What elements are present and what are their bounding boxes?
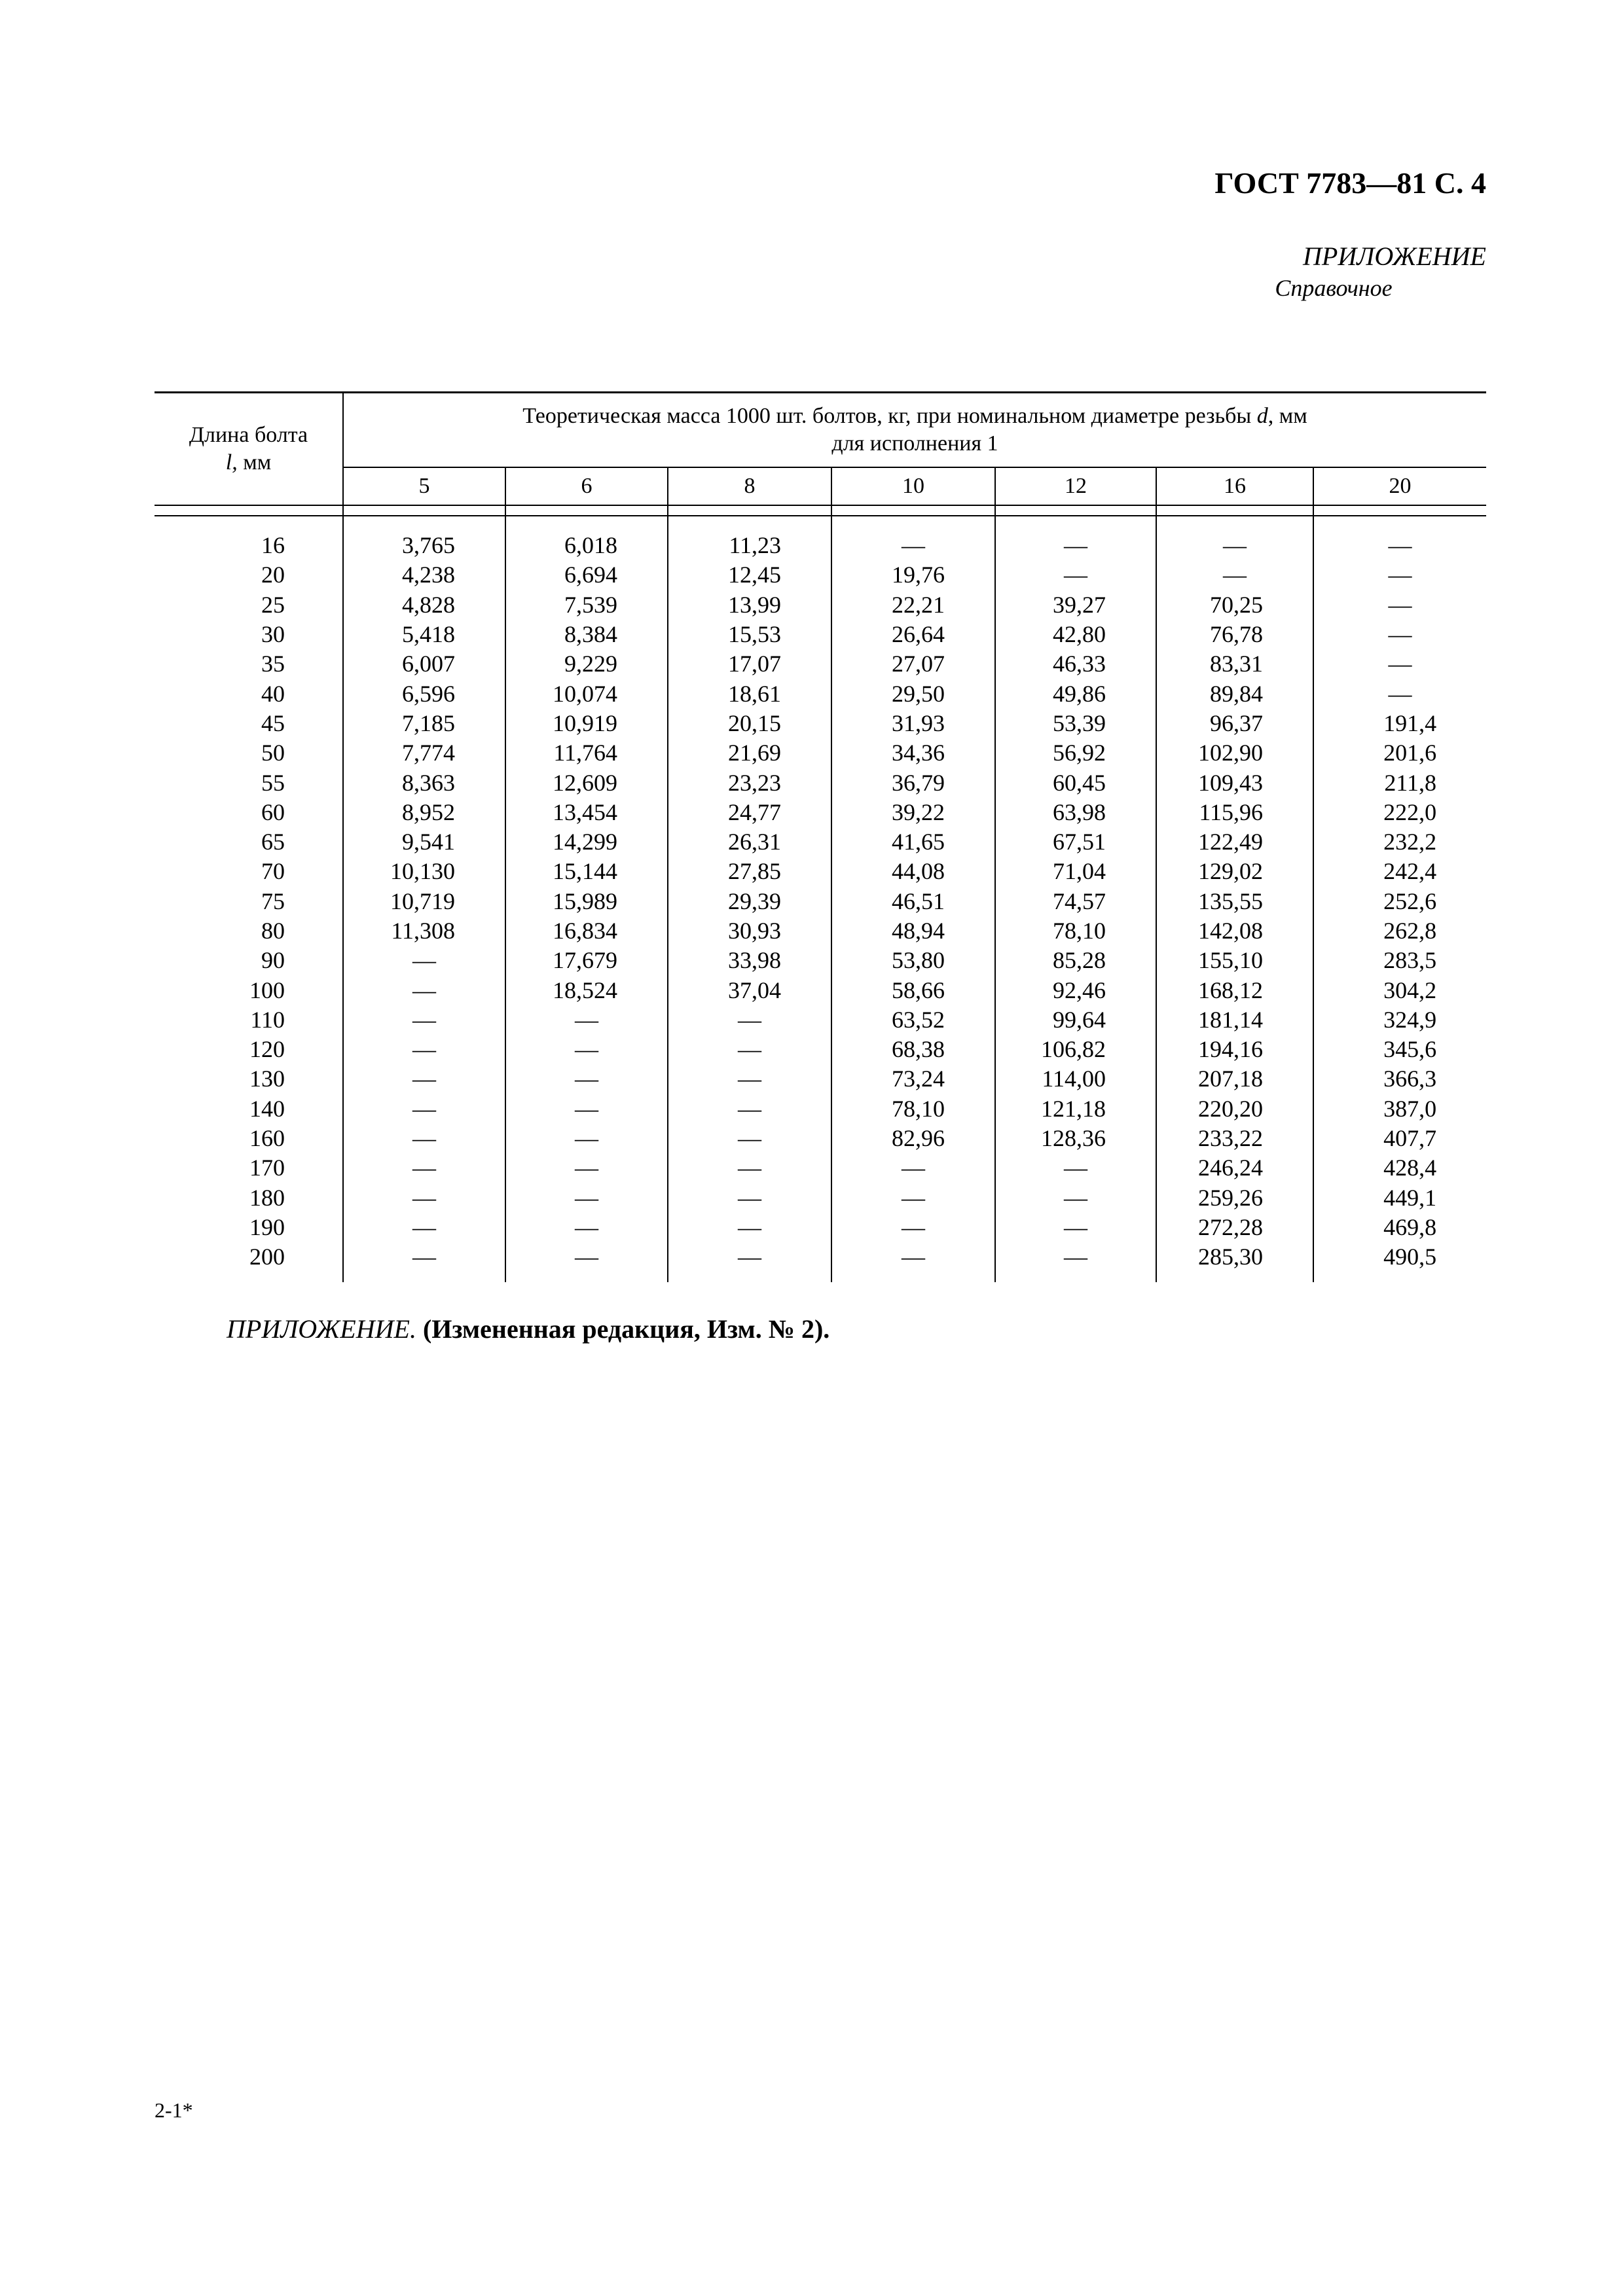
mass-value-cell: 5,418 <box>343 620 505 649</box>
mass-value-cell: 27,85 <box>668 857 831 886</box>
mass-group-header <box>343 393 1486 468</box>
mass-value-cell: — <box>831 531 995 560</box>
mass-value-cell: 74,57 <box>995 887 1156 916</box>
mass-value-cell: 17,07 <box>668 649 831 679</box>
mass-value-cell: 6,694 <box>505 560 668 590</box>
mass-value-cell: 27,07 <box>831 649 995 679</box>
mass-header-text: Теоретическая масса 1000 шт. болтов, кг, при номинальном диаметре резьбы <box>522 404 1257 428</box>
mass-value-cell: 191,4 <box>1383 709 1437 736</box>
mass-value-cell: 181,14 <box>1156 1005 1313 1035</box>
mass-value-cell: — <box>1388 532 1412 559</box>
mass-value-cell: — <box>995 1153 1156 1183</box>
mass-value-cell: 37,04 <box>668 975 831 1005</box>
appendix-subtitle: Справочное <box>1275 275 1393 301</box>
mass-value-cell: 15,989 <box>505 887 668 916</box>
mass-value-cell: 26,64 <box>831 620 995 649</box>
mass-value-cell: 70,25 <box>1156 590 1313 620</box>
page-number: 2-1* <box>155 2098 193 2122</box>
mass-value-cell: — <box>1388 651 1412 677</box>
mass-value-cell: 92,46 <box>995 975 1156 1005</box>
bolt-length-cell: 60 <box>155 798 343 827</box>
mass-value-cell: 18,524 <box>505 975 668 1005</box>
mass-value-cell: 366,3 <box>1383 1066 1437 1092</box>
mass-value-cell: 4,238 <box>343 560 505 590</box>
diameter-header: 6 <box>505 467 668 505</box>
mass-value-cell: 387,0 <box>1383 1095 1437 1122</box>
mass-value-cell: — <box>505 1183 668 1213</box>
mass-value-cell: 114,00 <box>995 1064 1156 1094</box>
length-label: Длина болта <box>189 423 308 447</box>
mass-value-cell: 262,8 <box>1383 918 1437 944</box>
mass-value-cell: 259,26 <box>1156 1183 1313 1213</box>
mass-value-cell: — <box>668 1035 831 1064</box>
diameter-header: 10 <box>831 467 995 505</box>
mass-value-cell: 4,828 <box>343 590 505 620</box>
mass-value-cell: 41,65 <box>831 827 995 857</box>
mass-value-cell: 18,61 <box>668 679 831 708</box>
mass-value-cell: — <box>995 560 1156 590</box>
mass-value-cell: 12,45 <box>668 560 831 590</box>
mass-value-cell: 17,679 <box>505 946 668 975</box>
mass-value-cell: 9,541 <box>343 827 505 857</box>
table-row <box>155 1183 1486 1213</box>
mass-value-cell: 33,98 <box>668 946 831 975</box>
table-row <box>155 827 1486 857</box>
mass-value-cell: 13,99 <box>668 590 831 620</box>
bolt-length-cell: 75 <box>155 887 343 916</box>
mass-value-cell: — <box>995 1242 1156 1272</box>
mass-value-cell: 99,64 <box>995 1005 1156 1035</box>
mass-value-cell: 7,539 <box>505 590 668 620</box>
mass-value-cell: 304,2 <box>1383 977 1437 1003</box>
bolt-length-cell: 140 <box>155 1094 343 1124</box>
mass-value-cell: 285,30 <box>1156 1242 1313 1272</box>
mass-value-cell: 56,92 <box>995 738 1156 768</box>
mass-value-cell: 58,66 <box>831 975 995 1005</box>
mass-value-cell: — <box>668 1094 831 1124</box>
mass-value-cell: 242,4 <box>1383 858 1437 885</box>
mass-header-version: для исполнения 1 <box>831 431 998 456</box>
mass-value-cell: — <box>1156 560 1313 590</box>
bolt-mass-table <box>155 391 1486 1282</box>
mass-value-cell: 46,33 <box>995 649 1156 679</box>
diameter-header: 8 <box>668 467 831 505</box>
bolt-length-cell: 55 <box>155 768 343 797</box>
bolt-length-cell: 90 <box>155 946 343 975</box>
mass-value-cell: 168,12 <box>1156 975 1313 1005</box>
mass-value-cell: 122,49 <box>1156 827 1313 857</box>
mass-value-cell: 29,50 <box>831 679 995 708</box>
mass-value-cell: 8,363 <box>343 768 505 797</box>
table-row <box>155 887 1486 916</box>
mass-value-cell: 49,86 <box>995 679 1156 708</box>
table-row <box>155 768 1486 797</box>
mass-value-cell: 345,6 <box>1383 1036 1437 1063</box>
mass-value-cell: 63,52 <box>831 1005 995 1035</box>
mass-value-cell: 106,82 <box>995 1035 1156 1064</box>
mass-value-cell: — <box>1388 621 1412 648</box>
mass-value-cell: 60,45 <box>995 768 1156 797</box>
mass-value-cell: 19,76 <box>831 560 995 590</box>
table-row <box>155 1035 1486 1064</box>
mass-value-cell: — <box>668 1153 831 1183</box>
mass-value-cell: — <box>1388 591 1412 618</box>
mass-value-cell: 324,9 <box>1383 1006 1437 1033</box>
mass-value-cell: 76,78 <box>1156 620 1313 649</box>
mass-value-cell: 449,1 <box>1383 1184 1437 1211</box>
mass-value-cell: — <box>668 1064 831 1094</box>
mass-value-cell: 10,919 <box>505 709 668 738</box>
mass-value-cell: 12,609 <box>505 768 668 797</box>
mass-value-cell: 53,80 <box>831 946 995 975</box>
mass-value-cell: — <box>1388 680 1412 707</box>
mass-value-cell: 46,51 <box>831 887 995 916</box>
mass-value-cell: 128,36 <box>995 1124 1156 1153</box>
mass-value-cell: 42,80 <box>995 620 1156 649</box>
mass-value-cell: 142,08 <box>1156 916 1313 946</box>
mass-value-cell: 63,98 <box>995 798 1156 827</box>
table-body <box>155 531 1486 1272</box>
mass-value-cell: 26,31 <box>668 827 831 857</box>
bolt-length-cell: 70 <box>155 857 343 886</box>
mass-value-cell: 11,23 <box>668 531 831 560</box>
mass-value-cell: — <box>343 946 505 975</box>
mass-value-cell: 83,31 <box>1156 649 1313 679</box>
table-row <box>155 1153 1486 1183</box>
mass-value-cell: 67,51 <box>995 827 1156 857</box>
mass-value-cell: 23,23 <box>668 768 831 797</box>
table-row <box>155 1242 1486 1272</box>
mass-value-cell: 8,384 <box>505 620 668 649</box>
mass-value-cell: — <box>343 975 505 1005</box>
bolt-length-cell: 40 <box>155 679 343 708</box>
bolt-length-cell: 170 <box>155 1153 343 1183</box>
bolt-length-cell: 100 <box>155 975 343 1005</box>
mass-value-cell: 194,16 <box>1156 1035 1313 1064</box>
mass-value-cell: 3,765 <box>343 531 505 560</box>
header-rule <box>155 505 1486 516</box>
mass-value-cell: — <box>343 1213 505 1242</box>
mass-value-cell: 407,7 <box>1383 1125 1437 1152</box>
header-rule <box>155 516 1486 531</box>
appendix-label: ПРИЛОЖЕНИЕ <box>1303 242 1486 271</box>
mass-value-cell: 135,55 <box>1156 887 1313 916</box>
length-unit: мм <box>237 450 272 475</box>
mass-value-cell: — <box>831 1242 995 1272</box>
mass-value-cell: 71,04 <box>995 857 1156 886</box>
mass-value-cell: 7,185 <box>343 709 505 738</box>
table-row <box>155 1005 1486 1035</box>
length-symbol: l, <box>225 450 238 475</box>
mass-value-cell: — <box>343 1035 505 1064</box>
mass-value-cell: 102,90 <box>1156 738 1313 768</box>
table-row <box>155 1094 1486 1124</box>
document-code: ГОСТ 7783—81 С. 4 <box>1214 166 1486 200</box>
mass-value-cell: — <box>343 1064 505 1094</box>
mass-value-cell: 14,299 <box>505 827 668 857</box>
mass-value-cell: 29,39 <box>668 887 831 916</box>
table-row <box>155 560 1486 590</box>
bolt-length-cell: 50 <box>155 738 343 768</box>
table-row <box>155 946 1486 975</box>
length-column-header <box>155 393 343 506</box>
mass-value-cell: 48,94 <box>831 916 995 946</box>
bolt-length-cell: 160 <box>155 1124 343 1153</box>
table-row <box>155 1124 1486 1153</box>
mass-value-cell: 252,6 <box>1383 888 1437 914</box>
mass-value-cell: 211,8 <box>1384 769 1437 796</box>
bolt-length-cell: 180 <box>155 1183 343 1213</box>
diameter-header: 16 <box>1156 467 1313 505</box>
mass-value-cell: 24,77 <box>668 798 831 827</box>
mass-value-cell: 7,774 <box>343 738 505 768</box>
mass-value-cell: 155,10 <box>1156 946 1313 975</box>
mass-value-cell: — <box>505 1035 668 1064</box>
table-end <box>155 1272 1486 1282</box>
mass-value-cell: 36,79 <box>831 768 995 797</box>
mass-value-cell: — <box>505 1153 668 1183</box>
mass-value-cell: 6,007 <box>343 649 505 679</box>
mass-value-cell: 85,28 <box>995 946 1156 975</box>
diameter-header: 5 <box>343 467 505 505</box>
mass-value-cell: 15,144 <box>505 857 668 886</box>
table-row <box>155 738 1486 768</box>
mass-value-cell: — <box>505 1124 668 1153</box>
bolt-length-cell: 45 <box>155 709 343 738</box>
mass-value-cell: — <box>668 1213 831 1242</box>
bolt-length-cell: 200 <box>155 1242 343 1272</box>
mass-value-cell: 11,308 <box>343 916 505 946</box>
mass-value-cell: 207,18 <box>1156 1064 1313 1094</box>
mass-value-cell: 39,27 <box>995 590 1156 620</box>
mass-value-cell: — <box>343 1242 505 1272</box>
mass-value-cell: 6,596 <box>343 679 505 708</box>
mass-value-cell: 11,764 <box>505 738 668 768</box>
mass-value-cell: 272,28 <box>1156 1213 1313 1242</box>
mass-value-cell: 121,18 <box>995 1094 1156 1124</box>
mass-value-cell: 34,36 <box>831 738 995 768</box>
mass-value-cell: 78,10 <box>995 916 1156 946</box>
mass-value-cell: 283,5 <box>1383 947 1437 974</box>
mass-value-cell: 8,952 <box>343 798 505 827</box>
table-row <box>155 975 1486 1005</box>
mass-value-cell: — <box>668 1183 831 1213</box>
mass-value-cell: 201,6 <box>1383 740 1437 766</box>
mass-value-cell: 6,018 <box>505 531 668 560</box>
mass-value-cell: 232,2 <box>1383 829 1437 855</box>
bolt-length-cell: 30 <box>155 620 343 649</box>
bolt-length-cell: 20 <box>155 560 343 590</box>
mass-value-cell: 490,5 <box>1383 1244 1437 1270</box>
mass-value-cell: 10,074 <box>505 679 668 708</box>
mass-value-cell: 222,0 <box>1383 798 1437 825</box>
mass-value-cell: 53,39 <box>995 709 1156 738</box>
table-row <box>155 531 1486 560</box>
mass-value-cell: — <box>668 1005 831 1035</box>
bolt-length-cell: 65 <box>155 827 343 857</box>
mass-value-cell: 20,15 <box>668 709 831 738</box>
mass-value-cell: 10,719 <box>343 887 505 916</box>
table-row <box>155 798 1486 827</box>
mass-value-cell: 9,229 <box>505 649 668 679</box>
mass-value-cell: — <box>668 1242 831 1272</box>
mass-value-cell: — <box>831 1153 995 1183</box>
table-row <box>155 1064 1486 1094</box>
mass-value-cell: 21,69 <box>668 738 831 768</box>
mass-value-cell: 16,834 <box>505 916 668 946</box>
revision-note <box>227 1311 830 1348</box>
mass-value-cell: — <box>995 1213 1156 1242</box>
table-row <box>155 620 1486 649</box>
mass-value-cell: — <box>343 1153 505 1183</box>
mass-value-cell: 109,43 <box>1156 768 1313 797</box>
bolt-length-cell: 16 <box>155 531 343 560</box>
mass-value-cell: 10,130 <box>343 857 505 886</box>
mass-value-cell: — <box>668 1124 831 1153</box>
mass-value-cell: — <box>831 1183 995 1213</box>
mass-value-cell: — <box>343 1124 505 1153</box>
mass-value-cell: 39,22 <box>831 798 995 827</box>
mass-header-unit: , мм <box>1267 404 1307 428</box>
mass-value-cell: 115,96 <box>1156 798 1313 827</box>
mass-value-cell: — <box>505 1242 668 1272</box>
bolt-length-cell: 25 <box>155 590 343 620</box>
table-row <box>155 679 1486 708</box>
mass-value-cell: 82,96 <box>831 1124 995 1153</box>
bolt-length-cell: 130 <box>155 1064 343 1094</box>
mass-value-cell: 78,10 <box>831 1094 995 1124</box>
mass-value-cell: 129,02 <box>1156 857 1313 886</box>
mass-value-cell: — <box>343 1094 505 1124</box>
diameter-header: 12 <box>995 467 1156 505</box>
mass-value-cell: 73,24 <box>831 1064 995 1094</box>
revision-note-label: ПРИЛОЖЕНИЕ. <box>227 1314 416 1344</box>
bolt-length-cell: 35 <box>155 649 343 679</box>
table-row <box>155 709 1486 738</box>
mass-value-cell: — <box>995 1183 1156 1213</box>
table-row <box>155 1213 1486 1242</box>
mass-value-cell: 30,93 <box>668 916 831 946</box>
mass-value-cell: — <box>343 1005 505 1035</box>
mass-value-cell: — <box>505 1213 668 1242</box>
mass-value-cell: — <box>505 1005 668 1035</box>
table-row <box>155 857 1486 886</box>
table-row <box>155 590 1486 620</box>
diameter-header: 20 <box>1389 474 1412 498</box>
bolt-length-cell: 190 <box>155 1213 343 1242</box>
bolt-length-cell: 110 <box>155 1005 343 1035</box>
mass-value-cell: 233,22 <box>1156 1124 1313 1153</box>
mass-value-cell: 68,38 <box>831 1035 995 1064</box>
bolt-length-cell: 80 <box>155 916 343 946</box>
table-row <box>155 649 1486 679</box>
mass-value-cell: — <box>343 1183 505 1213</box>
mass-value-cell: — <box>995 531 1156 560</box>
mass-value-cell: — <box>505 1064 668 1094</box>
mass-value-cell: — <box>1388 562 1412 588</box>
bolt-length-cell: 120 <box>155 1035 343 1064</box>
mass-value-cell: 220,20 <box>1156 1094 1313 1124</box>
mass-value-cell: — <box>831 1213 995 1242</box>
mass-value-cell: 428,4 <box>1383 1155 1437 1181</box>
mass-value-cell: — <box>505 1094 668 1124</box>
mass-value-cell: 13,454 <box>505 798 668 827</box>
revision-note-text: (Измененная редакция, Изм. № 2). <box>416 1314 830 1344</box>
mass-value-cell: 246,24 <box>1156 1153 1313 1183</box>
mass-value-cell: 31,93 <box>831 709 995 738</box>
mass-value-cell: 469,8 <box>1383 1213 1437 1240</box>
mass-value-cell: 22,21 <box>831 590 995 620</box>
mass-value-cell: 44,08 <box>831 857 995 886</box>
table-row <box>155 916 1486 946</box>
mass-value-cell: 96,37 <box>1156 709 1313 738</box>
mass-value-cell: 89,84 <box>1156 679 1313 708</box>
mass-value-cell: — <box>1156 531 1313 560</box>
mass-value-cell: 15,53 <box>668 620 831 649</box>
diameter-symbol: d <box>1256 404 1268 428</box>
